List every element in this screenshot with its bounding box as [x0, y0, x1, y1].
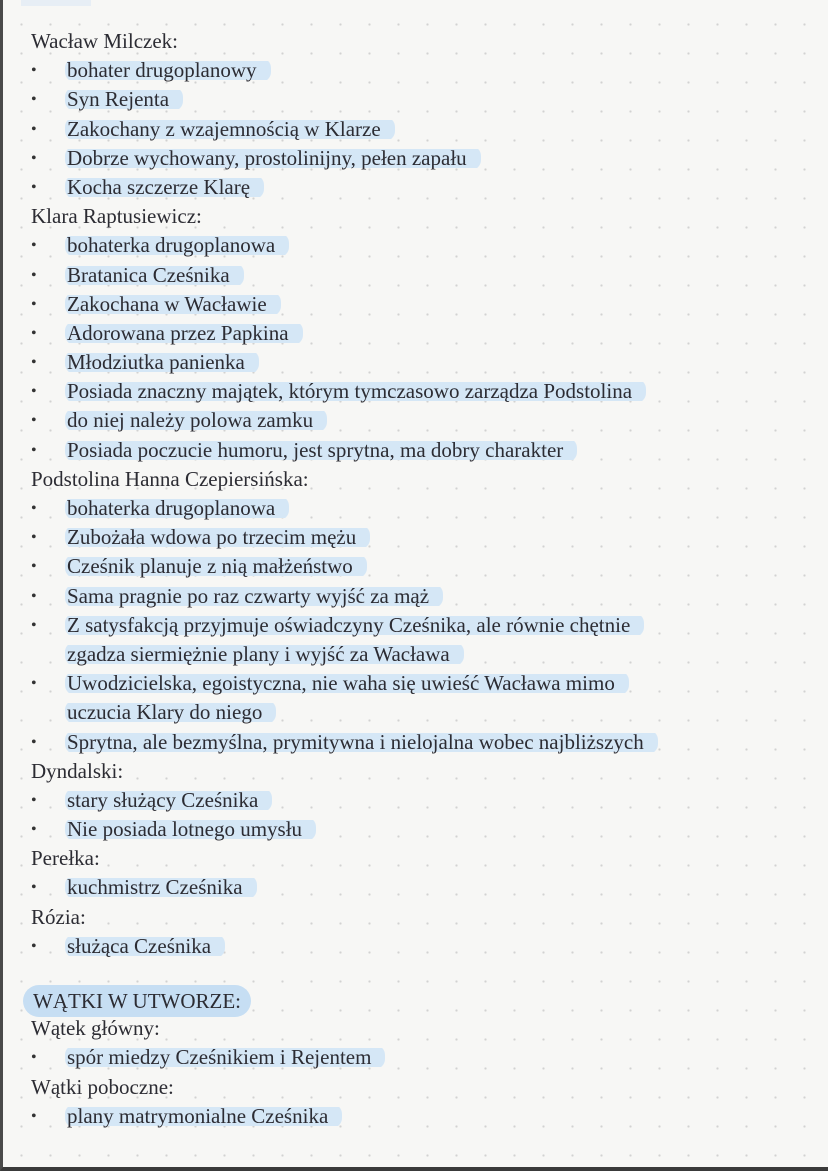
bullet-item	[27, 56, 798, 85]
threads-section	[27, 1014, 798, 1131]
characters-section	[27, 27, 798, 961]
section-title-line	[27, 985, 798, 1014]
notes-content	[27, 27, 798, 1131]
highlighted-text: stary służący Cześnika	[65, 788, 272, 812]
highlighted-text: do niej należy polowa zamku	[65, 408, 327, 432]
highlighted-text: Zubożała wdowa po trzecim mężu	[65, 525, 370, 549]
bullet-item	[27, 406, 798, 435]
highlighted-text: Kocha szczerze Klarę	[65, 175, 264, 199]
bullet-item	[27, 786, 798, 815]
bullet-item	[27, 144, 798, 173]
heading: Perełka:	[31, 846, 100, 871]
bullet-item-continuation	[27, 640, 798, 669]
highlighted-text: służąca Cześnika	[65, 934, 225, 958]
bullet-item	[27, 436, 798, 465]
highlighted-text: bohater drugoplanowy	[65, 58, 271, 82]
heading: Podstolina Hanna Czepiersińska:	[31, 466, 309, 491]
heading: Wątek główny:	[31, 1016, 160, 1041]
bullet-item	[27, 932, 798, 961]
highlighted-text: zgadza siermiężnie plany i wyjść za Wacława	[65, 642, 464, 666]
highlighted-text: Cześnik planuje z nią małżeństwo	[65, 554, 367, 578]
highlighted-text: bohaterka drugoplanowa	[65, 233, 289, 257]
highlighted-text: Posiada poczucie humoru, jest sprytna, ma dobry charakter	[65, 438, 577, 462]
section-gap	[27, 961, 798, 985]
bullet-item	[27, 728, 798, 757]
highlighted-text: plany matrymonialne Cześnika	[65, 1104, 342, 1128]
heading: Klara Raptusiewicz:	[31, 204, 202, 229]
bullet-item	[27, 319, 798, 348]
highlighted-text: Zakochana w Wacławie	[65, 292, 281, 316]
bullet-item	[27, 348, 798, 377]
bullet-item	[27, 669, 798, 698]
highlighted-text: uczucia Klary do niego	[65, 700, 276, 724]
highlighted-text: Syn Rejenta	[65, 87, 183, 111]
highlighted-text: Sama pragnie po raz czwarty wyjść za mąż	[65, 584, 443, 608]
highlighted-text: kuchmistrz Cześnika	[65, 875, 257, 899]
bullet-item	[27, 115, 798, 144]
heading: Rózia:	[31, 904, 86, 929]
highlighted-text: bohaterka drugoplanowa	[65, 496, 289, 520]
bullet-item	[27, 611, 798, 640]
highlighted-text: Z satysfakcją przyjmuje oświadczyny Cześnika, ale równie chętnie	[65, 613, 644, 637]
highlighted-text: Młodziutka panienka	[65, 350, 259, 374]
bullet-item	[27, 582, 798, 611]
bullet-item	[27, 523, 798, 552]
bullet-item	[27, 552, 798, 581]
heading: Wątki poboczne:	[31, 1074, 174, 1099]
bullet-item	[27, 173, 798, 202]
bullet-item	[27, 815, 798, 844]
highlighted-text: Sprytna, ale bezmyślna, prymitywna i nielojalna wobec najbliższych	[65, 730, 658, 754]
highlighted-text: Posiada znaczny majątek, którym tymczasowo zarządza Podstolina	[65, 379, 646, 403]
bullet-item-continuation	[27, 698, 798, 727]
bullet-item	[27, 873, 798, 902]
page-tab-mark	[21, 0, 91, 6]
bullet-item	[27, 290, 798, 319]
heading: Wacław Milczek:	[31, 29, 178, 53]
highlighted-text: Bratanica Cześnika	[65, 263, 244, 287]
bullet-item	[27, 231, 798, 260]
bullet-item	[27, 1102, 798, 1131]
bullet-item	[27, 85, 798, 114]
highlighted-text: Zakochany z wzajemnością w Klarze	[65, 117, 395, 141]
bullet-item	[27, 261, 798, 290]
highlighted-text: Uwodzicielska, egoistyczna, nie waha się uwieść Wacława mimo	[65, 671, 629, 695]
highlighted-text: Nie posiada lotnego umysłu	[65, 817, 316, 841]
highlighted-text: spór miedzy Cześnikiem i Rejentem	[65, 1045, 385, 1069]
bullet-item	[27, 377, 798, 406]
heading: Dyndalski:	[31, 758, 124, 783]
bullet-item	[27, 494, 798, 523]
highlighted-text: Adorowana przez Papkina	[65, 321, 303, 345]
bullet-item	[27, 1043, 798, 1072]
highlighted-text: Dobrze wychowany, prostolinijny, pełen zapału	[65, 146, 481, 170]
section-title: WĄTKI W UTWORZE:	[23, 985, 251, 1017]
